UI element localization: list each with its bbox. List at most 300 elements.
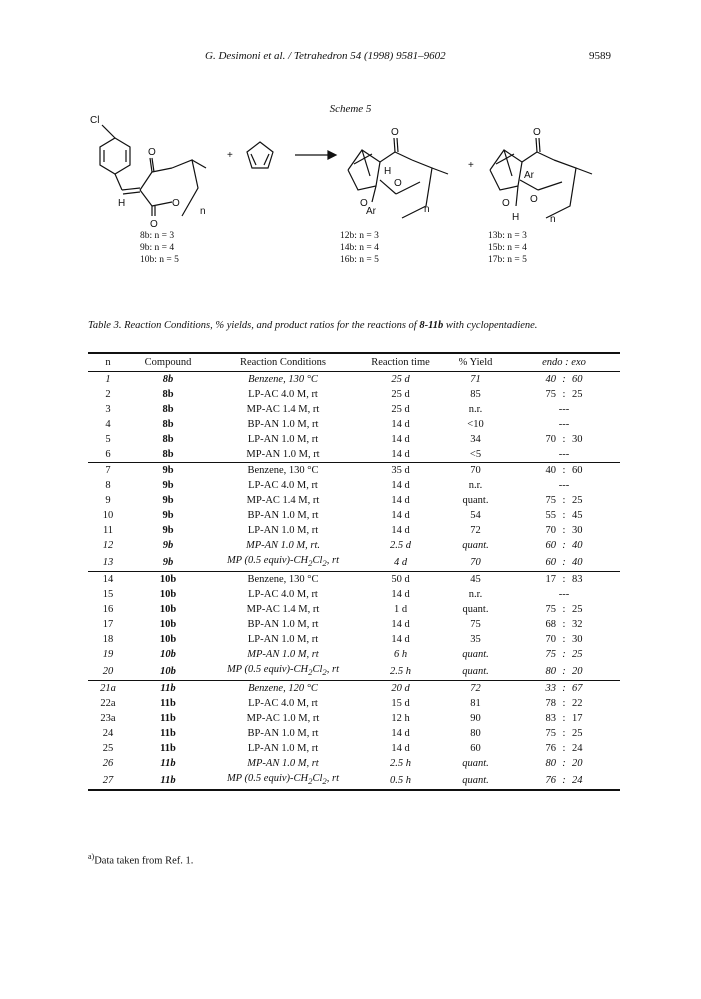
entry-number xyxy=(88,572,128,588)
caption-suffix: with cyclopentadiene. xyxy=(443,320,538,331)
conditions-value: LP-AN 1.0 M, rt xyxy=(247,634,319,646)
compound-label: 14b: n = 4 xyxy=(340,243,379,253)
exo-value: 22 xyxy=(572,698,583,710)
entry-number xyxy=(88,632,128,647)
time-value: 2.5 h xyxy=(390,665,411,677)
endo-value: 80 xyxy=(545,758,556,770)
conditions-value: Benzene, 130 °C xyxy=(247,574,319,586)
time-cell xyxy=(358,741,443,756)
compound-cell xyxy=(128,478,208,493)
yield-value: 72 xyxy=(470,525,481,536)
entry-number xyxy=(88,771,128,790)
time-cell xyxy=(358,538,443,553)
compound-label: 8b: n = 3 xyxy=(140,231,175,241)
n-label: n xyxy=(424,204,430,215)
conditions-value: MP (0.5 $equiv)-CH_2Cl_2$, rt xyxy=(226,555,340,569)
ratio-cell xyxy=(508,696,620,711)
compound-value: 11b xyxy=(160,743,176,755)
entry-number-value: 19 xyxy=(102,649,114,661)
exo-value: 45 xyxy=(572,510,583,521)
entry-number-value: 5 xyxy=(105,434,111,445)
compound-value: 10b xyxy=(160,649,176,661)
compound-value: 10b xyxy=(159,574,177,586)
exo-value: 40 xyxy=(572,556,583,568)
column-header: Compound xyxy=(144,357,192,368)
column-header: Reaction time xyxy=(371,357,430,368)
ratio-cell xyxy=(508,402,620,417)
scheme-title: Scheme 5 xyxy=(329,103,372,115)
n-label: n xyxy=(200,206,206,217)
time-cell xyxy=(358,523,443,538)
compound-cell xyxy=(128,726,208,741)
compound-label: 15b: n = 4 xyxy=(488,243,527,253)
yield-cell xyxy=(443,478,508,493)
column-header: Reaction Conditions xyxy=(239,357,327,368)
entry-number-value: 25 xyxy=(102,743,114,755)
yield-value: quant. xyxy=(462,665,489,677)
ring-o-label: O xyxy=(172,198,180,209)
ratio-cell xyxy=(508,662,620,681)
entry-number xyxy=(88,587,128,602)
entry-number xyxy=(88,387,128,402)
yield-value: n.r. xyxy=(468,404,483,415)
time-value: 14 d xyxy=(391,525,410,536)
endo-value: 70 xyxy=(545,434,556,445)
table-row xyxy=(88,647,620,662)
conditions-cell xyxy=(208,771,358,790)
compound-value: 11b xyxy=(160,774,176,786)
compound-value: 10b xyxy=(160,665,176,677)
conditions-value: MP-AC 1.4 M, rt xyxy=(246,404,320,415)
time-value: 0.5 h xyxy=(390,774,411,786)
entry-number-value: 16 xyxy=(102,604,114,616)
endo-value: 40 xyxy=(545,374,556,385)
table-row xyxy=(88,572,620,588)
conditions-cell xyxy=(208,417,358,432)
conditions-value: BP-AN 1.0 M, rt xyxy=(247,510,319,521)
conditions-value: MP-AN 1.0 M, rt xyxy=(247,758,319,770)
entry-number xyxy=(88,696,128,711)
table-row xyxy=(88,447,620,463)
entry-number xyxy=(88,463,128,479)
entry-number xyxy=(88,756,128,771)
yield-value: n.r. xyxy=(468,480,483,491)
yield-value: 71 xyxy=(470,374,481,385)
yield-cell xyxy=(443,602,508,617)
entry-number xyxy=(88,617,128,632)
yield-cell xyxy=(443,508,508,523)
yield-value: 70 xyxy=(470,465,481,476)
ratio-cell xyxy=(508,447,620,463)
compound-cell xyxy=(128,508,208,523)
ratio-cell xyxy=(508,463,620,479)
compound-value: 8b xyxy=(162,389,174,400)
yield-value: 75 xyxy=(470,619,481,631)
conditions-value: Benzene, 130 °C xyxy=(247,465,319,476)
compound-cell xyxy=(128,553,208,572)
entry-number-value: 15 xyxy=(102,589,114,601)
compound-value: 10b xyxy=(159,619,177,631)
yield-value: quant. xyxy=(462,774,489,786)
yield-cell xyxy=(443,696,508,711)
compound-value: 9b xyxy=(162,540,174,551)
compound-cell xyxy=(128,432,208,447)
entry-number-value: 4 xyxy=(105,419,111,430)
conditions-cell xyxy=(208,553,358,572)
table-row xyxy=(88,771,620,790)
endo-value: 75 xyxy=(545,649,556,661)
table-row xyxy=(88,402,620,417)
conditions-value: MP-AC 1.4 M, rt xyxy=(246,495,320,506)
compound-label: 17b: n = 5 xyxy=(488,255,527,265)
endo-value: 80 xyxy=(545,665,556,677)
exo-value: 25 xyxy=(572,495,583,506)
conditions-value: LP-AC 4.0 M, rt xyxy=(248,480,318,491)
chlorine-label: Cl xyxy=(90,115,100,126)
compound-cell xyxy=(128,771,208,790)
ratio-separator: : xyxy=(562,728,566,740)
time-value: 15 d xyxy=(391,698,410,710)
yield-cell xyxy=(443,617,508,632)
compound-value: 11b xyxy=(160,728,176,740)
time-cell xyxy=(358,602,443,617)
compound-value: 8b xyxy=(162,374,174,385)
yield-cell xyxy=(443,538,508,553)
conditions-value: BP-AN 1.0 M, rt xyxy=(247,619,319,631)
conditions-value: LP-AC 4.0 M, rt xyxy=(248,589,318,601)
ratio-cell xyxy=(508,387,620,402)
yield-cell xyxy=(443,726,508,741)
ratio-separator: : xyxy=(562,465,566,476)
compound-cell xyxy=(128,681,208,697)
compound-value: 9b xyxy=(162,525,174,536)
yield-cell xyxy=(443,632,508,647)
endo-value: 60 xyxy=(545,556,556,568)
entry-number-value: 18 xyxy=(102,634,114,646)
carbonyl-o-label: O xyxy=(150,219,158,230)
compound-labels-left xyxy=(140,230,179,266)
exo-value: 17 xyxy=(572,713,583,725)
compound-cell xyxy=(128,617,208,632)
footnote-ref: a xyxy=(110,683,116,695)
compound-label: 16b: n = 5 xyxy=(340,255,379,265)
ratio-cell xyxy=(508,726,620,741)
entry-number xyxy=(88,432,128,447)
compound-cell xyxy=(128,572,208,588)
ratio-separator: : xyxy=(562,574,566,586)
time-value: 6 h xyxy=(393,649,408,661)
yield-cell xyxy=(443,463,508,479)
ring-o-label: O xyxy=(394,178,402,189)
yield-value: 72 xyxy=(470,683,481,695)
compound-cell xyxy=(128,647,208,662)
aryl-label: Ar xyxy=(366,206,376,217)
ratio-separator: : xyxy=(562,665,566,677)
exo-value: 20 xyxy=(572,758,583,770)
yield-value: <10 xyxy=(467,419,484,430)
ratio-cell xyxy=(508,771,620,790)
entry-number-value: 7 xyxy=(105,465,111,476)
exo-value: 20 xyxy=(572,665,583,677)
hydrogen-label: H xyxy=(384,166,392,177)
time-cell xyxy=(358,447,443,463)
compound-value: 11b xyxy=(160,698,176,710)
conditions-cell xyxy=(208,696,358,711)
compound-value: 10b xyxy=(159,589,177,601)
time-cell xyxy=(358,463,443,479)
reaction-table xyxy=(88,352,620,791)
compound-cell xyxy=(128,523,208,538)
table-row xyxy=(88,662,620,681)
time-cell xyxy=(358,771,443,790)
exo-value: 32 xyxy=(572,619,583,631)
time-value: 14 d xyxy=(391,634,410,646)
endo-value: 75 xyxy=(545,389,556,400)
time-cell xyxy=(358,681,443,697)
conditions-value: Benzene, 120 °C xyxy=(248,683,318,695)
entry-number xyxy=(88,447,128,463)
ratio-separator: : xyxy=(562,510,566,521)
entry-number-value: 12 xyxy=(102,540,114,551)
entry-number xyxy=(88,711,128,726)
ratio-cell xyxy=(508,417,620,432)
entry-number-value: 8 xyxy=(105,480,111,491)
endo-value: 70 xyxy=(545,525,556,536)
entry-number xyxy=(88,726,128,741)
entry-number xyxy=(88,508,128,523)
compound-cell xyxy=(128,538,208,553)
yield-cell xyxy=(443,493,508,508)
compound-value: 10b xyxy=(159,634,177,646)
carbonyl-o-label: O xyxy=(391,127,399,138)
exo-value: 67 xyxy=(572,683,583,695)
time-value: 14 d xyxy=(391,510,410,521)
conditions-cell xyxy=(208,632,358,647)
compound-label: 12b: n = 3 xyxy=(340,231,379,241)
plus-sign: + xyxy=(468,160,474,171)
time-value: 25 d xyxy=(391,389,410,400)
ratio-separator: : xyxy=(562,434,566,445)
plus-sign: + xyxy=(227,150,233,161)
time-cell xyxy=(358,493,443,508)
endo-value: 55 xyxy=(545,510,556,521)
endo-value: 83 xyxy=(545,713,556,725)
conditions-value: LP-AN 1.0 M, rt xyxy=(247,434,319,445)
ring-o-label: O xyxy=(530,194,538,205)
endo-value: 60 xyxy=(545,540,556,551)
hydrogen-label: H xyxy=(512,212,520,223)
footnote-text: Data taken from Ref. 1. xyxy=(94,855,194,867)
page-number: 9589 xyxy=(589,50,611,62)
entry-number xyxy=(88,662,128,681)
time-cell xyxy=(358,647,443,662)
entry-number xyxy=(88,647,128,662)
ratio-cell xyxy=(508,617,620,632)
entry-number-value: 6 xyxy=(105,449,111,460)
time-cell xyxy=(358,696,443,711)
entry-number-value: 20 xyxy=(102,665,114,677)
yield-value: 70 xyxy=(470,556,481,568)
ratio-dash: --- xyxy=(558,419,570,430)
time-cell xyxy=(358,572,443,588)
ratio-separator: : xyxy=(562,774,566,786)
time-cell xyxy=(358,402,443,417)
time-value: 14 d xyxy=(391,480,410,491)
exo-value: 60 xyxy=(572,465,583,476)
conditions-cell xyxy=(208,726,358,741)
conditions-cell xyxy=(208,756,358,771)
conditions-cell xyxy=(208,478,358,493)
ratio-separator: : xyxy=(562,389,566,400)
conditions-cell xyxy=(208,387,358,402)
yield-value: 85 xyxy=(470,389,481,400)
conditions-value: LP-AC 4.0 M, rt xyxy=(248,698,318,710)
table-row xyxy=(88,523,620,538)
time-value: 25 d xyxy=(391,374,410,385)
ratio-cell xyxy=(508,711,620,726)
yield-value: 34 xyxy=(470,434,481,445)
compound-value: 9b xyxy=(162,556,174,568)
time-cell xyxy=(358,372,443,388)
ratio-cell xyxy=(508,478,620,493)
compound-cell xyxy=(128,402,208,417)
compound-value: 9b xyxy=(162,495,174,506)
conditions-cell xyxy=(208,662,358,681)
time-value: 35 d xyxy=(391,465,410,476)
compound-value: 11b xyxy=(160,758,176,770)
conditions-value: MP (0.5 $equiv)-CH_2Cl_2$, rt xyxy=(226,664,340,678)
entry-number-value: 23 xyxy=(100,713,111,725)
time-cell xyxy=(358,711,443,726)
compound-value: 11b xyxy=(160,683,176,695)
time-cell xyxy=(358,587,443,602)
compound-value: 8b xyxy=(162,419,174,430)
footnote-ref: a xyxy=(110,698,116,710)
yield-cell xyxy=(443,572,508,588)
yield-cell xyxy=(443,756,508,771)
yield-value: quant. xyxy=(462,540,489,551)
carbonyl-o-label: O xyxy=(148,147,156,158)
exo-value: 24 xyxy=(572,774,583,786)
ratio-cell xyxy=(508,538,620,553)
conditions-cell xyxy=(208,681,358,697)
exo-value: 83 xyxy=(572,574,583,586)
ratio-cell xyxy=(508,741,620,756)
time-value: 14 d xyxy=(391,589,410,601)
table-row xyxy=(88,372,620,388)
time-value: 2.5 h xyxy=(390,758,411,770)
yield-value: 54 xyxy=(470,510,481,521)
time-value: 25 d xyxy=(391,404,410,415)
time-cell xyxy=(358,756,443,771)
compound-label: 10b: n = 5 xyxy=(140,255,179,265)
yield-value: 60 xyxy=(470,743,481,755)
yield-cell xyxy=(443,553,508,572)
time-value: 2.5 d xyxy=(390,540,411,551)
table-row xyxy=(88,417,620,432)
ratio-separator: : xyxy=(562,698,566,710)
conditions-cell xyxy=(208,463,358,479)
entry-number-value: 22 xyxy=(100,698,111,710)
time-value: 14 d xyxy=(391,619,410,631)
time-value: 14 d xyxy=(391,495,410,506)
ratio-dash: --- xyxy=(558,404,570,415)
ratio-separator: : xyxy=(562,713,566,725)
column-header: n xyxy=(105,357,111,368)
entry-number-value: 9 xyxy=(105,495,111,506)
entry-number-value: 17 xyxy=(102,619,114,631)
yield-cell xyxy=(443,662,508,681)
ratio-cell xyxy=(508,632,620,647)
table-row xyxy=(88,463,620,479)
reaction-scheme xyxy=(80,110,640,230)
entry-number-value: 10 xyxy=(102,510,114,521)
compound-cell xyxy=(128,417,208,432)
ratio-separator: : xyxy=(562,683,566,695)
entry-number xyxy=(88,372,128,388)
entry-number xyxy=(88,741,128,756)
entry-number xyxy=(88,602,128,617)
caption-compounds: 8-11b xyxy=(419,320,444,331)
conditions-cell xyxy=(208,572,358,588)
compound-value: 9b xyxy=(162,480,174,491)
conditions-cell xyxy=(208,432,358,447)
yield-value: 45 xyxy=(470,574,481,586)
table-row xyxy=(88,432,620,447)
time-cell xyxy=(358,417,443,432)
compound-cell xyxy=(128,372,208,388)
table-row xyxy=(88,617,620,632)
table-row xyxy=(88,538,620,553)
entry-number xyxy=(88,417,128,432)
ratio-separator: : xyxy=(562,758,566,770)
ratio-cell xyxy=(508,756,620,771)
conditions-value: MP (0.5 $equiv)-CH_2Cl_2$, rt xyxy=(226,773,340,787)
entry-number-value: 11 xyxy=(102,525,114,536)
ratio-separator: : xyxy=(562,634,566,646)
endo-value: 76 xyxy=(545,774,556,786)
time-value: 14 d xyxy=(391,728,410,740)
compound-value: 8b xyxy=(162,434,174,445)
ratio-dash: --- xyxy=(558,449,570,460)
compound-cell xyxy=(128,587,208,602)
carbonyl-o-label: O xyxy=(360,198,368,209)
entry-number xyxy=(88,681,128,697)
conditions-cell xyxy=(208,602,358,617)
entry-number xyxy=(88,538,128,553)
table-row xyxy=(88,632,620,647)
ratio-separator: : xyxy=(562,604,566,616)
entry-number-value: 14 xyxy=(102,574,114,586)
footnote xyxy=(88,852,193,867)
conditions-cell xyxy=(208,447,358,463)
conditions-cell xyxy=(208,538,358,553)
ratio-cell xyxy=(508,681,620,697)
compound-cell xyxy=(128,662,208,681)
yield-value: 81 xyxy=(470,698,481,710)
conditions-cell xyxy=(208,372,358,388)
time-value: 14 d xyxy=(391,743,410,755)
column-header: endo : exo xyxy=(542,357,586,368)
page-header xyxy=(0,50,701,66)
yield-cell xyxy=(443,402,508,417)
hydrogen-label: H xyxy=(118,198,126,209)
yield-cell xyxy=(443,771,508,790)
time-cell xyxy=(358,553,443,572)
compound-cell xyxy=(128,711,208,726)
compound-value: 9b xyxy=(162,510,174,521)
time-cell xyxy=(358,726,443,741)
